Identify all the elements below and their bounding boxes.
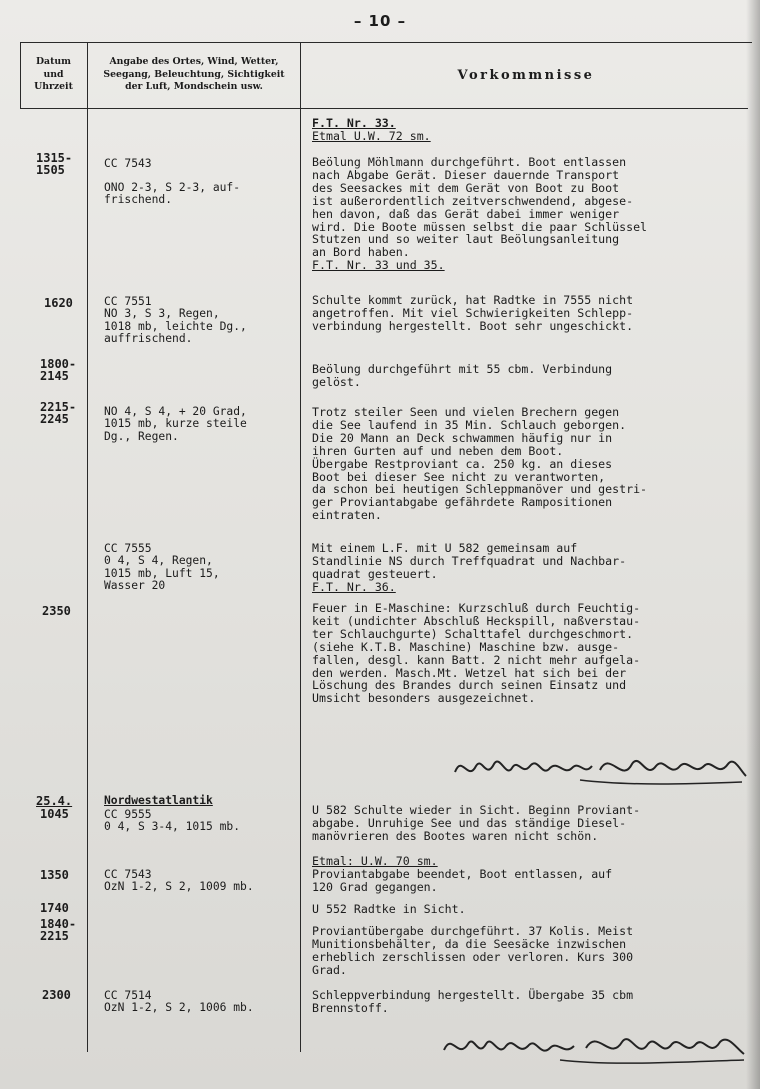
signature-1 [450, 746, 750, 794]
time-2350: 2350 [42, 604, 71, 618]
entry-beoelung-moehlmann: Beölung Möhlmann durchgeführt. Boot entlassen nach Abgabe Gerät. Dieser dauernde Transport des Seesackes mit dem Gerät von Boot zu Boot ist außerordentlich zeitverschwendend, abgese- hen davon, daß das Gerät dabei immer weniger wird. Die Boote müssen selbst die paar Schlüssel Stutzen und so weiter laut Beölungsanleitung an Bord haben. [312, 155, 648, 260]
position-weather-4: CC 7555 0 4, S 4, Regen, 1015 mb, Luft 15, Wasser 20 [104, 542, 220, 592]
weather-1: ONO 2-3, S 2-3, auf- frischend. [104, 181, 241, 207]
entry-proviantabgabe-beendet: Proviantabgabe beendet, Boot entlassen, auf 120 Grad gegangen. [312, 867, 613, 894]
time-2215: 2215- 2245 [40, 400, 77, 427]
entry-proviantuebergabe: Proviantübergabe durchgeführt. 37 Kolis. Meist Munitionsbehälter, da die Seesäcke inzwischen erheblich zerschlissen oder verloren. Kurs 300 Grad. [312, 924, 634, 977]
time-1740: 1740 [40, 901, 69, 915]
time-1350: 1350 [40, 868, 69, 882]
col-divider-2 [300, 42, 301, 1052]
header-vorkommnisse: Vorkommnisse [457, 68, 595, 83]
entry-lf-u582: Mit einem L.F. mit U 582 gemeinsam auf Standlinie NS durch Treffquadrat und Nachbar- quadrat gesteuert. [312, 541, 627, 581]
table-top-rule [20, 42, 752, 43]
page-edge-shadow [746, 0, 760, 1089]
entry-beoelung-55: Beölung durchgeführt mit 55 cbm. Verbindung gelöst. [312, 362, 613, 389]
entry-schleppverbindung: Schleppverbindung hergestellt. Übergabe 35 cbm Brennstoff. [312, 988, 634, 1015]
time-1840: 1840- 2215 [40, 917, 77, 944]
time-1045: 1045 [40, 807, 69, 821]
date-25-4: 25.4. [36, 794, 73, 808]
entry-trotz-steiler-seen: Trotz steiler Seen und vielen Brechern gegen die See laufend in 35 Min. Schlauch geborgen. Die 20 Mann an Deck schwammen häufig nur in ihren Gurten auf und neben dem Boot. Übergabe Restproviant ca. 250 kg. an dieses Boot bei dieser See nicht zu verantworten, da schon bei heutigen Schleppmanöver und gestri- ger Proviantabgabe gefährdete Rampositionen eintraten. [312, 405, 648, 523]
entry-feuer-e-maschine: Feuer in E-Maschine: Kurzschluß durch Feuchtig- keit (undichter Abschluß Heckspill, naßverstau- ter Schlauchgurte) Schalttafel durchgeschmort. (siehe K.T.B. Maschine) Maschine bzw. ausge- fallen, desgl. kann Batt. 2 nicht mehr aufgela- den werden. Masch.Mt. Wetzel hat sich bei der Löschung des Brandes durch seinen Einsatz und Umsicht besonders ausgezeichnet. [312, 601, 641, 706]
signature-2 [440, 1026, 750, 1072]
entry-u582-sicht: U 582 Schulte wieder in Sicht. Beginn Proviant- abgabe. Unruhige See und das ständige Diesel- manövrieren des Bootes waren nicht schön. [312, 803, 641, 843]
position-weather-6: CC 9555 0 4, S 3-4, 1015 mb. [104, 808, 241, 834]
weather-3: NO 4, S 4, + 20 Grad, 1015 mb, kurze steile Dg., Regen. [104, 405, 247, 443]
position-1: CC 7543 [104, 157, 152, 170]
col-divider-1 [87, 42, 88, 1052]
entry-ft-36: F.T. Nr. 36. [312, 580, 396, 594]
time-1315: 1315- 1505 [36, 151, 73, 178]
position-weather-7: CC 7543 OzN 1-2, S 2, 1009 mb. [104, 868, 254, 894]
position-weather-2: CC 7551 NO 3, S 3, Regen, 1018 mb, leichte Dg., auffrischend. [104, 295, 247, 345]
page-number: – 10 – [353, 12, 407, 30]
time-2300: 2300 [42, 988, 71, 1002]
entry-etmal-1: Etmal U.W. 72 sm. [312, 129, 431, 143]
entry-u552-radtke: U 552 Radtke in Sicht. [312, 902, 466, 916]
header-datum: Datum und Uhrzeit [34, 56, 73, 93]
position-weather-8: CC 7514 OzN 1-2, S 2, 1006 mb. [104, 989, 254, 1015]
entry-ft-33: F.T. Nr. 33. [312, 116, 396, 130]
header-bottom-rule [20, 108, 748, 109]
time-1620: 1620 [44, 296, 73, 310]
time-1800: 1800- 2145 [40, 357, 77, 384]
entry-etmal-2: Etmal: U.W. 70 sm. [312, 854, 438, 868]
entry-schulte: Schulte kommt zurück, hat Radtke in 7555 nicht angetroffen. Mit viel Schwierigkeiten Schlepp- verbindung hergestellt. Boot sehr ungeschickt. [312, 293, 634, 333]
header-angabe: Angabe des Ortes, Wind, Wetter, Seegang, Beleuchtung, Sichtigkeit der Luft, Mondschein usw. [103, 56, 285, 93]
entry-ft-33-35: F.T. Nr. 33 und 35. [312, 258, 445, 272]
sea-area: Nordwestatlantik [104, 794, 213, 807]
